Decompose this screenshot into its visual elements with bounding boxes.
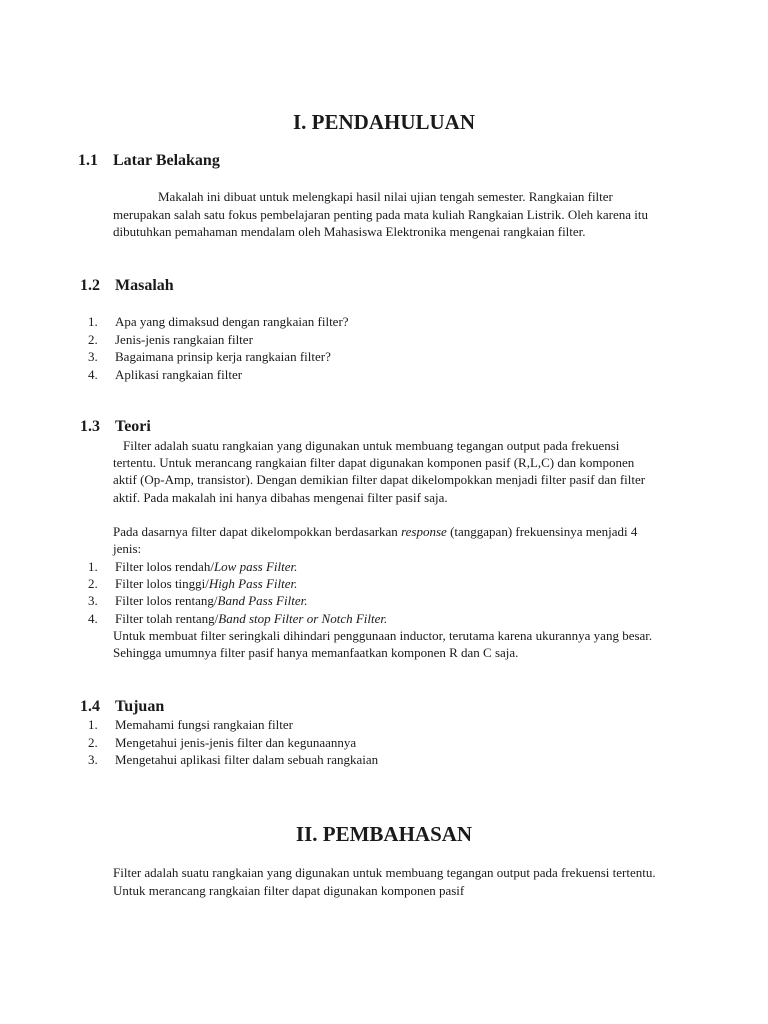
list-number: 2. (88, 734, 98, 750)
list-number: 4. (88, 610, 98, 626)
list-text: Aplikasi rangkaian filter (115, 366, 243, 382)
section-title-pembahasan: II. PEMBAHASAN (295, 822, 473, 846)
list-number: 3. (88, 593, 98, 609)
list-emphasis: Low pass Filter. (213, 559, 298, 574)
filter-types-list (88, 558, 387, 627)
list-text: Memahami fungsi rangkaian filter (115, 717, 293, 732)
teori-paragraph-3: Untuk membuat filter seringkali dihindari penggunaan inductor, terutama karena ukurannya yang besar. Sehingga umumnya filter pasif hanya memanfaatkan komponen R dan C saja. (113, 628, 653, 661)
heading-text: Masalah (115, 277, 174, 294)
tujuan-list (88, 716, 378, 769)
teori-paragraph-2-emphasis: response (401, 524, 447, 539)
pembahasan-paragraph: Filter adalah suatu rangkaian yang digunakan untuk membuang tegangan output pada frekuensi tertentu. Untuk merancang rangkaian filter dapat digunakan komponen pasif (113, 865, 656, 898)
list-item (88, 313, 349, 331)
list-emphasis: High Pass Filter. (208, 576, 298, 592)
list-item (88, 610, 387, 627)
teori-paragraph-2 (113, 523, 658, 557)
heading-text: Teori (115, 418, 151, 435)
heading-number: 1.2 (80, 277, 100, 294)
list-item (88, 592, 387, 609)
heading-text: Tujuan (115, 698, 165, 715)
teori-paragraph-2-text: Pada dasarnya filter dapat dikelompokkan berdasarkan (113, 524, 402, 539)
heading-masalah (80, 276, 174, 296)
list-item (88, 366, 349, 384)
list-item (88, 751, 378, 769)
list-emphasis: Band stop Filter or Notch Filter. (218, 610, 388, 626)
list-number: 2. (88, 331, 98, 347)
list-item (88, 734, 378, 752)
list-item (88, 716, 378, 734)
list-number: 3. (88, 349, 98, 365)
teori-paragraph-1: Filter adalah suatu rangkaian yang digunakan untuk membuang tegangan output pada frekuensi tertentu. Untuk merancang rangkaian filter dapat digunakan komponen pasif (R,L,C) dan komponen aktif (Op-Amp, transistor). Dengan demikian filter dapat dikelompokkan menjadi filter pasif dan filter aktif. Pada makalah ini hanya dibahas mengenai filter pasif saja. (113, 438, 646, 505)
list-item (88, 348, 349, 366)
list-number: 2. (88, 576, 98, 592)
list-text: Filter lolos rentang/ (115, 593, 218, 609)
heading-text: Latar Belakang (113, 152, 220, 169)
heading-latar-belakang (78, 151, 220, 171)
heading-number: 1.3 (80, 418, 100, 435)
latar-belakang-paragraph: Makalah ini dibuat untuk melengkapi hasil nilai ujian tengah semester. Rangkaian filter merupakan salah satu fokus pembelajaran penting pada mata kuliah Rangkaian Listrik. Oleh karena itu dibutuhkan pemahaman mendalam oleh Mahasiswa Elektronika mengenai rangkaian filter. (113, 189, 648, 240)
list-text: Mengetahui jenis-jenis filter dan kegunaannya (115, 734, 357, 750)
section-title-pendahuluan: I. PENDAHULUAN (292, 110, 475, 134)
heading-teori (80, 417, 151, 437)
teori-paragraph-2-text: (tanggapan) frekuensinya menjadi 4 jenis: (113, 524, 638, 557)
heading-number: 1.1 (78, 152, 98, 169)
list-text: Filter lolos tinggi/ (115, 576, 209, 592)
heading-tujuan (80, 697, 164, 717)
list-text: Apa yang dimaksud dengan rangkaian filter? (115, 314, 349, 329)
list-number: 1. (88, 559, 98, 574)
list-number: 4. (88, 366, 98, 382)
list-emphasis: Band Pass Filter. (217, 593, 308, 609)
list-item (88, 575, 387, 592)
heading-number: 1.4 (80, 698, 100, 715)
list-text: Bagaimana prinsip kerja rangkaian filter? (115, 349, 331, 365)
list-item (88, 331, 349, 349)
list-text: Mengetahui aplikasi filter dalam sebuah rangkaian (115, 752, 379, 768)
list-number: 1. (88, 314, 98, 329)
list-number: 3. (88, 752, 98, 768)
list-item (88, 558, 387, 575)
list-text: Filter tolah rentang/ (115, 610, 219, 626)
list-text: Filter lolos rendah/ (115, 559, 214, 574)
list-number: 1. (88, 717, 98, 732)
masalah-list (88, 313, 349, 383)
list-text: Jenis-jenis rangkaian filter (115, 331, 253, 347)
